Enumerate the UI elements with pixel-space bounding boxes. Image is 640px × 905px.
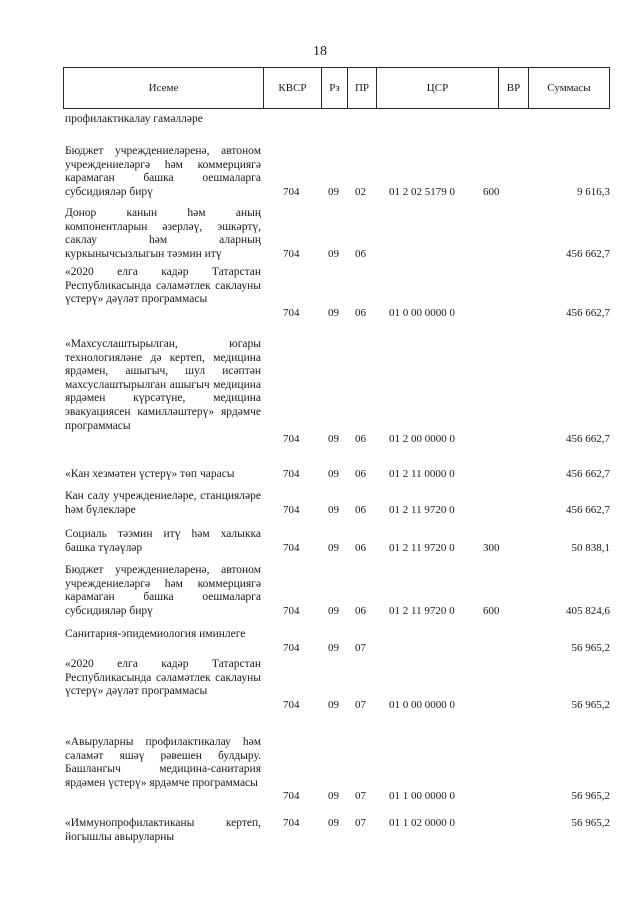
row-pr: 06 (355, 247, 366, 260)
row-csr: 01 2 11 0000 0 (389, 468, 455, 480)
row-name: Кан салу учреждениеләре, станцияләре һәм бүлекләре (65, 490, 261, 516)
row-name: «Авыруларны профилактикалау һәм сәламәт яшәү рәвешен булдыру. Башлангыч медицина-санитария ярдәмен үстерү» ярдәмче программасы (65, 736, 261, 789)
row-name: Бюджет учреждениеләренә, автоном учреждениеләргә һәм коммерциягә карамаган башка оешмаларга субсидияләр бирү (65, 564, 261, 617)
row-sum: 56 965,2 (571, 641, 610, 654)
row-csr: 01 1 00 0000 0 (389, 790, 455, 803)
row-pr: 06 (355, 604, 366, 617)
row-pr: 06 (355, 433, 366, 446)
table-header (63, 67, 610, 109)
row-pr: 07 (355, 641, 366, 654)
row-sum: 456 662,7 (566, 468, 610, 480)
row-csr: 01 2 11 9720 0 (389, 503, 455, 516)
row-kvsr: 704 (283, 817, 300, 829)
row-csr: 01 2 11 9720 0 (389, 541, 455, 554)
row-csr: 01 0 00 0000 0 (389, 306, 455, 319)
row-sum: 9 616,3 (577, 185, 610, 198)
row-pr: 06 (355, 468, 366, 480)
row-rz: 09 (328, 503, 339, 516)
row-csr: 01 2 00 0000 0 (389, 433, 455, 446)
row-name: «2020 елга кадәр Татарстан Республикасында сәламәтлек саклауны үстерү» дәүләт программасы (65, 266, 261, 306)
row-sum: 456 662,7 (566, 247, 610, 260)
row-name: Санитария-эпидемиология иминлеге (65, 628, 246, 640)
row-sum: 56 965,2 (571, 698, 610, 711)
column-header-kvsr: КВСР (264, 68, 322, 108)
row-kvsr: 704 (283, 641, 300, 654)
row-name: «Махсуслаштырылган, югары технологияләне дә кертеп, медицина ярдәмен, ашыгыч, шул исәптән махсуслаштырылган ашыгыч медицина ярдәмен күрсәтүне, медицина эвакуациясен камилләштерү» ярдәмче программасы (65, 338, 261, 432)
row-vr: 600 (483, 604, 500, 617)
row-kvsr: 704 (283, 247, 300, 260)
row-name: «2020 елга кадәр Татарстан Республикасында сәламәтлек саклауны үстерү» дәүләт программасы (65, 658, 261, 698)
row-kvsr: 704 (283, 433, 300, 446)
row-pr: 06 (355, 306, 366, 319)
row-rz: 09 (328, 641, 339, 654)
row-kvsr: 704 (283, 503, 300, 516)
row-sum: 456 662,7 (566, 503, 610, 516)
row-pr: 06 (355, 503, 366, 516)
page-number: 18 (313, 44, 327, 59)
row-pr: 02 (355, 185, 366, 198)
row-rz: 09 (328, 185, 339, 198)
row-csr: 01 2 02 5179 0 (389, 185, 455, 198)
column-header-rz: Рз (322, 68, 348, 108)
row-sum: 56 965,2 (571, 817, 610, 829)
row-kvsr: 704 (283, 790, 300, 803)
continued-text: профилактикалау гамәлләре (65, 113, 203, 125)
row-kvsr: 704 (283, 604, 300, 617)
row-vr: 600 (483, 185, 500, 198)
row-sum: 456 662,7 (566, 433, 610, 446)
column-header-csr: ЦСР (377, 68, 499, 108)
row-rz: 09 (328, 433, 339, 446)
row-rz: 09 (328, 698, 339, 711)
row-rz: 09 (328, 247, 339, 260)
row-pr: 06 (355, 541, 366, 554)
row-sum: 405 824,6 (566, 604, 610, 617)
row-kvsr: 704 (283, 468, 300, 480)
row-name: «Иммунопрофилактиканы кертеп, йогышлы авыруларны (65, 817, 261, 843)
row-sum: 50 838,1 (571, 541, 610, 554)
row-kvsr: 704 (283, 185, 300, 198)
column-header-vr: ВР (499, 68, 529, 108)
row-csr: 01 1 02 0000 0 (389, 817, 455, 829)
row-name: Донор канын һәм аның компонентларын әзерләү, эшкәртү, саклау һәм аларның куркынычсызлыгын тәэмин итү (65, 207, 261, 260)
column-header-name: Исеме (64, 68, 264, 108)
row-csr: 01 0 00 0000 0 (389, 698, 455, 711)
row-kvsr: 704 (283, 541, 300, 554)
row-name: Социаль тәэмин итү һәм халыкка башка түләүләр (65, 528, 261, 554)
row-name: «Кан хезмәтен үстерү» төп чарасы (65, 468, 235, 480)
row-kvsr: 704 (283, 698, 300, 711)
row-rz: 09 (328, 468, 339, 480)
row-sum: 56 965,2 (571, 790, 610, 803)
row-rz: 09 (328, 790, 339, 803)
row-csr: 01 2 11 9720 0 (389, 604, 455, 617)
row-rz: 09 (328, 817, 339, 829)
row-rz: 09 (328, 306, 339, 319)
column-header-pr: ПР (348, 68, 377, 108)
row-pr: 07 (355, 817, 366, 829)
row-rz: 09 (328, 604, 339, 617)
row-pr: 07 (355, 790, 366, 803)
row-rz: 09 (328, 541, 339, 554)
column-header-sum: Суммасы (547, 82, 591, 94)
row-kvsr: 704 (283, 306, 300, 319)
row-pr: 07 (355, 698, 366, 711)
row-sum: 456 662,7 (566, 306, 610, 319)
row-name: Бюджет учреждениеләренә, автоном учреждениеләргә һәм коммерциягә карамаган башка оешмаларга субсидияләр бирү (65, 145, 261, 198)
row-vr: 300 (483, 541, 500, 554)
